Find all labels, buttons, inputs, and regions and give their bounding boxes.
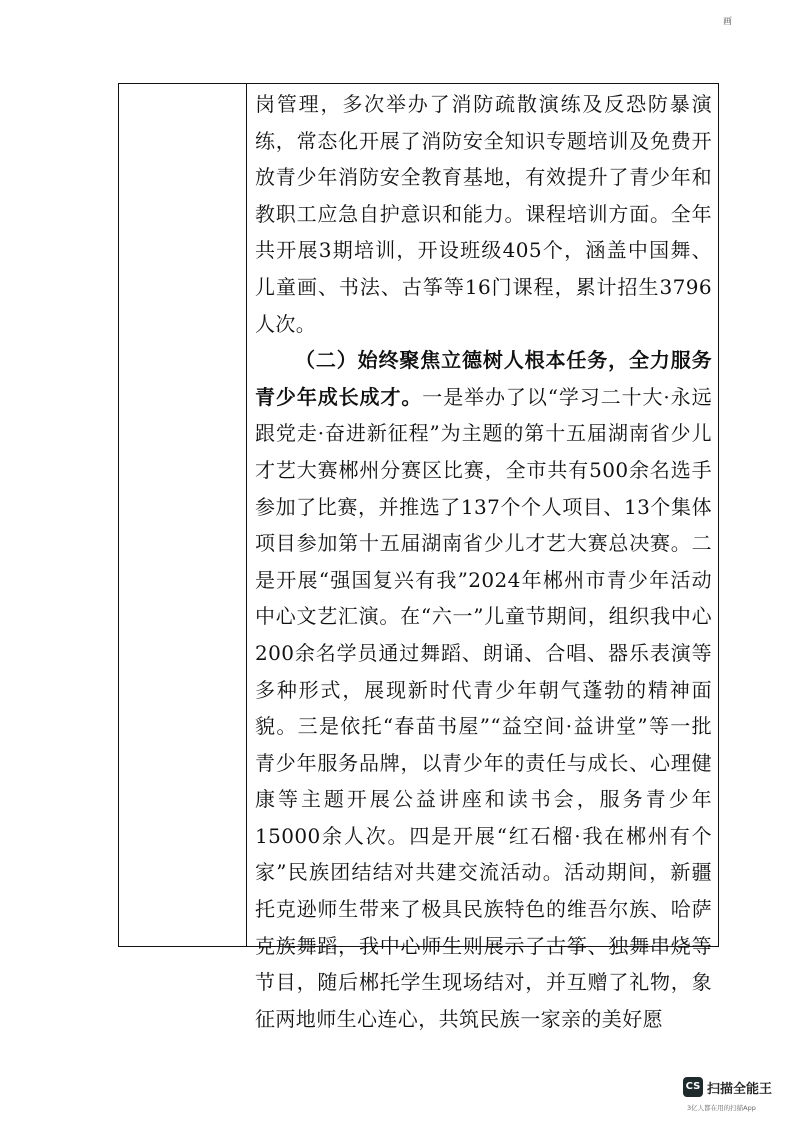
paragraph-youth-service (255, 342, 712, 1037)
camscanner-watermark (683, 1077, 783, 1117)
paragraph-safety-and-courses: 岗管理，多次举办了消防疏散演练及反恐防暴演练，常态化开展了消防安全知识专题培训及免费开放青少年消防安全教育基地，有效提升了青少年和教职工应急自护意识和能力。课程培训方面。全年共开展3期培训，开设班级405个，涵盖中国舞、儿童画、书法、古筝等16门课程，累计招生3796人次。 (255, 92, 712, 336)
section-heading: （二）始终聚焦立德树人根本任务，全力服务青少年成长成才。 (255, 348, 712, 409)
table-label-cell (119, 84, 247, 946)
table-content-cell (255, 84, 712, 1031)
watermark-app-name: 扫描全能王 (707, 1082, 773, 1097)
camscanner-logo-icon: CS (683, 1077, 703, 1097)
document-table (118, 83, 719, 1031)
paragraph-body: 一是举办了以“学习二十大·永远跟党走·奋进新征程”为主题的第十五届湖南省少儿才艺大赛郴州分赛区比赛，全市共有500余名选手参加了比赛，并推选了137个个人项目、13个集体项目参加第十五届湖南省少儿才艺大赛总决赛。二是开展“强国复兴有我”2024年郴州市青少年活动中心文艺汇演。在“六一”儿童节期间，组织我中心200余名学员通过舞蹈、朗诵、合唱、器乐表演等多种形式，展现新时代青少年朝气蓬勃的精神面貌。三是依托“春苗书屋”“益空间·益讲堂”等一批青少年服务品牌，以青少年的责任与成长、心理健康等主题开展公益讲座和读书会，服务青少年15000余人次。四是开展“红石榴·我在郴州有个家”民族团结结对共建交流活动。活动期间，新疆托克逊师生带来了极具民族特色的维吾尔族、哈萨克族舞蹈，我中心师生则展示了古筝、独舞串烧等节目，随后郴托学生现场结对，并互赠了礼物，象征两地师生心连心，共筑民族一家亲的美好愿 (255, 384, 712, 1031)
watermark-slogan: 3亿人都在用的扫描App (687, 1104, 756, 1112)
page-corner-mark: 画 (723, 17, 733, 27)
